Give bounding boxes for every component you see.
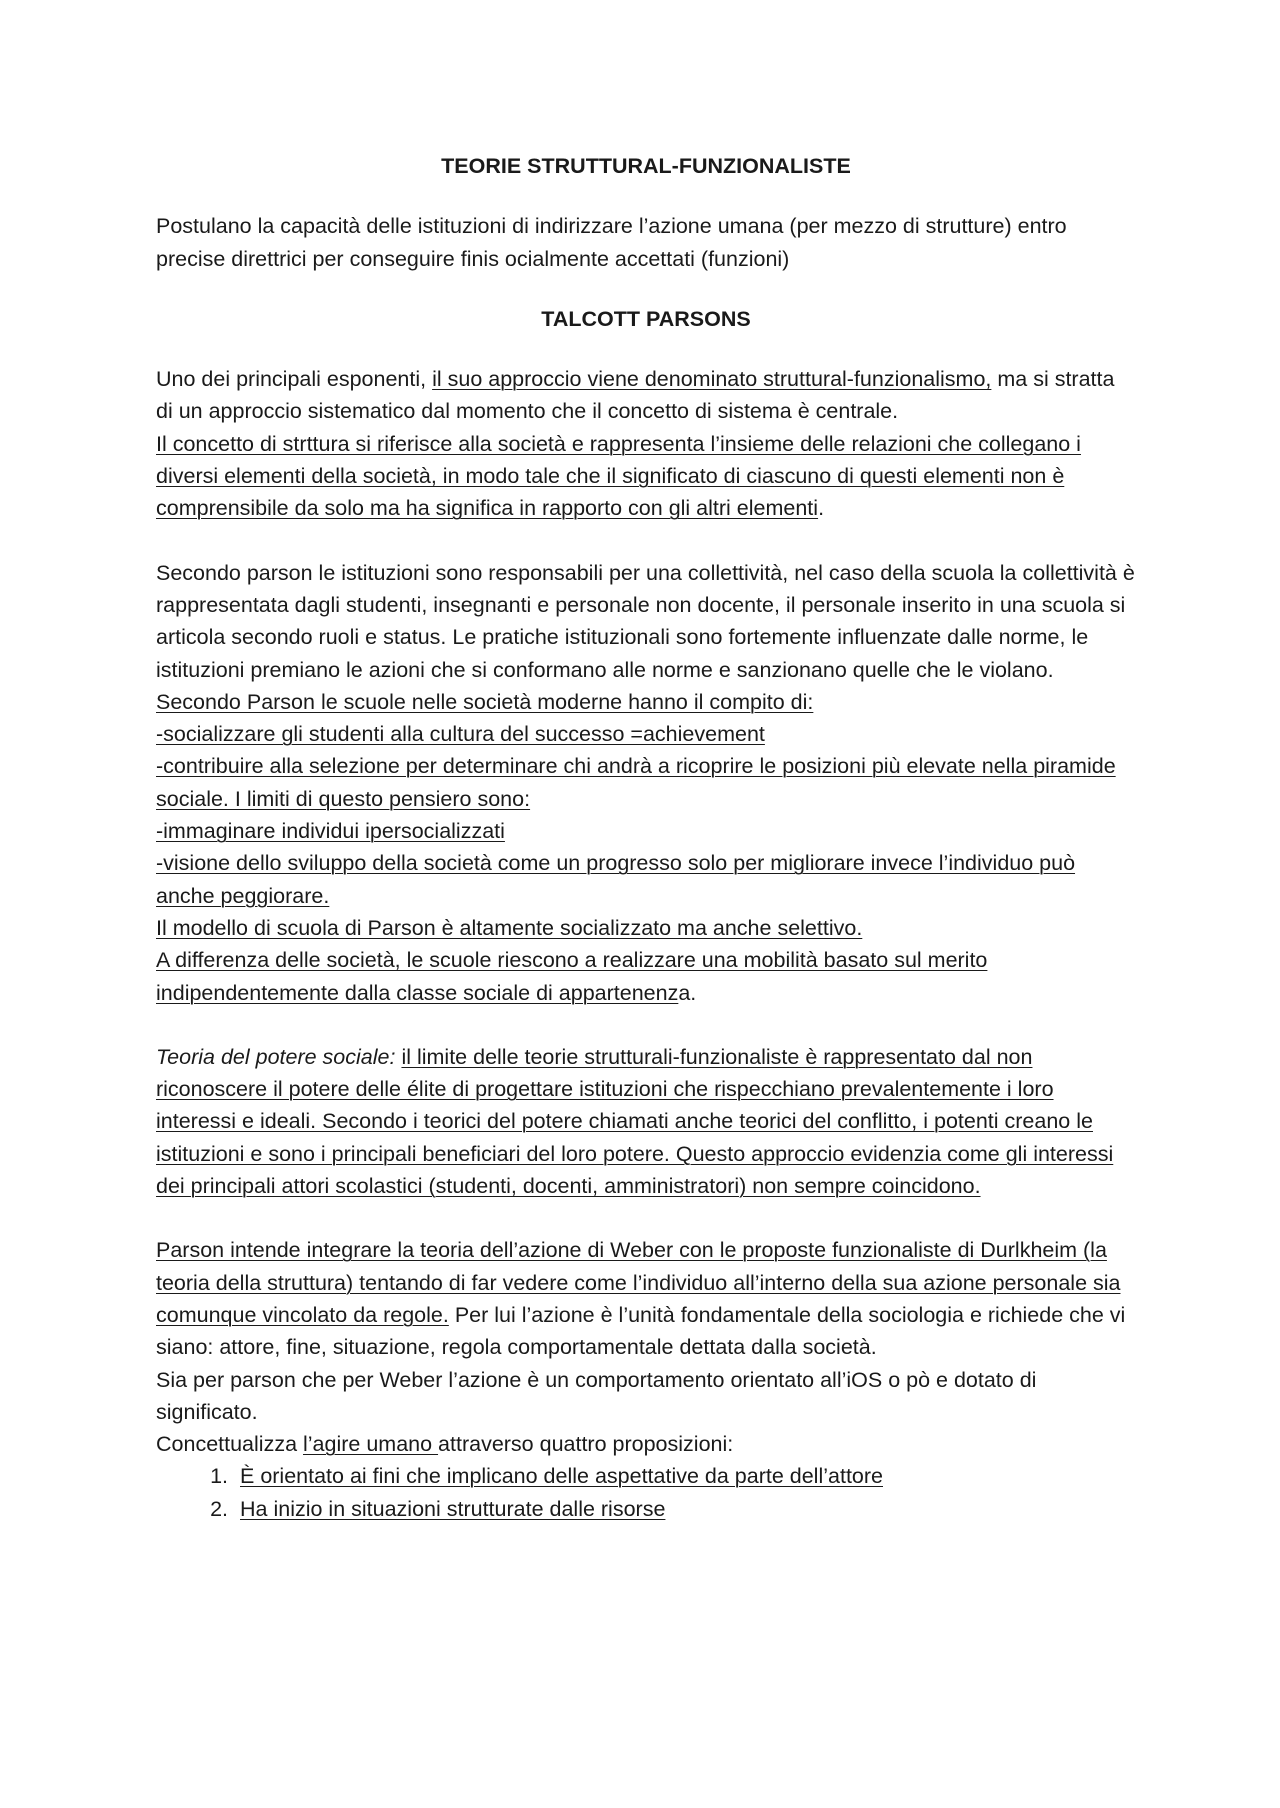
underlined-line: -visione dello sviluppo della società come un progresso solo per migliorare invece l’individuo può anche peggiorare. (156, 851, 1076, 908)
text-run: Uno dei principali esponenti, (156, 367, 433, 392)
text-run: attraverso quattro proposizioni: (438, 1432, 734, 1457)
text-run: . (818, 496, 825, 521)
underlined-line: -contribuire alla selezione per determinare chi andrà a ricoprire le posizioni più elevate nella piramide sociale. I limiti di questo pensiero sono: (156, 754, 1116, 811)
underlined-text: il limite delle teorie strutturali-funzionaliste è rappresentato dal non riconoscere il potere delle élite di progettare istituzioni che rispecchiano prevalentemente i loro interessi e ideali. Secondo i teorici del potere chiamati anche teorici del conflitto, i potenti creano le istituzioni e sono i principali beneficiari del loro potere. Questo approccio evidenzia come gli interessi dei principali attori scolastici (studenti, docenti, amministratori) non sempre coincidono. (156, 1044, 1114, 1199)
spacer (156, 525, 1136, 557)
section-title: TALCOTT PARSONS (541, 306, 751, 331)
paragraph-weber-durkheim (156, 1234, 1136, 1363)
underlined-line: Secondo Parson le scuole nelle società moderne hanno il compito di: (156, 689, 814, 714)
underlined-line: -socializzare gli studenti alla cultura del successo =achievement (156, 722, 765, 747)
list-item (234, 1493, 1136, 1525)
underlined-text: l’agire umano (303, 1432, 439, 1457)
list-item (234, 1460, 1136, 1492)
text-run: a. (678, 980, 697, 1005)
underlined-line: Il modello di scuola di Parson è altamente socializzato ma anche selettivo. (156, 915, 863, 940)
underlined-text: Il concetto di strttura si riferisce alla società e rappresenta l’insieme delle relazioni che collegano i diversi elementi della società, in modo tale che il significato di ciascuno di questi elementi non è comprensibile da solo ma ha significa in rapporto con gli altri elementi (156, 431, 1081, 521)
spacer (156, 1202, 1136, 1234)
italic-label: Teoria del potere sociale: (156, 1044, 396, 1069)
page-title: TEORIE STRUTTURAL-FUNZIONALISTE (441, 154, 851, 178)
intro-paragraph: Postulano la capacità delle istituzioni di indirizzare l’azione umana (per mezzo di strutture) entro precise direttrici per conseguire finis ocialmente accettati (funzioni) (156, 214, 1067, 271)
paragraph-propositions-intro (156, 1428, 1136, 1460)
underlined-text: Parson intende integrare la teoria dell’azione di Weber con le proposte funzionaliste di Durlkheim (la teoria della struttura) tentando di far vedere come l’individuo all’interno della sua azione personale sia comunque vincolato da regole. (156, 1238, 1121, 1327)
paragraph-institutions: Secondo parson le istituzioni sono responsabili per una collettività, nel caso della scuola la collettività è rappresentata dagli studenti, insegnanti e personale non docente, il personale inserito in una scuola si articola secondo ruoli e status. Le pratiche istituzionali sono fortemente influenzate dalle norme, le istituzioni premiano le azioni che si conformano alle norme e sanzionano quelle che le violano. (156, 560, 1135, 682)
underlined-line: -immaginare individui ipersocializzati (156, 819, 505, 844)
paragraph-school-tasks (156, 686, 1136, 1009)
paragraph-structure-concept (156, 428, 1136, 525)
underlined-text: È orientato ai fini che implicano delle aspettative da parte dell’attore (240, 1464, 883, 1489)
document-body (156, 150, 1136, 1525)
spacer (156, 1009, 1136, 1041)
propositions-list (156, 1460, 1136, 1525)
paragraph-action-definition: Sia per parson che per Weber l’azione è un comportamento orientato all’iOS o pò e dotato di significato. (156, 1367, 1037, 1424)
underlined-line: A differenza delle società, le scuole riescono a realizzare una mobilità basato sul merito indipendentemente dalla classe sociale di appartenenz (156, 948, 988, 1005)
paragraph-social-power (156, 1041, 1136, 1202)
text-run: ma si stratta di un approccio sistematico dal momento che il concetto di sistema è centrale. (156, 367, 1115, 424)
underlined-text: Ha inizio in situazioni strutturate dalle risorse (240, 1496, 666, 1521)
text-run: Per lui l’azione è l’unità fondamentale della sociologia e richiede che vi siano: attore, fine, situazione, regola comportamentale dettata dalla società. (156, 1302, 1126, 1360)
text-run: Concettualizza (156, 1432, 303, 1457)
paragraph-parsons-approach (156, 363, 1136, 428)
underlined-text: il suo approccio viene denominato struttural-funzionalismo, (432, 367, 992, 392)
